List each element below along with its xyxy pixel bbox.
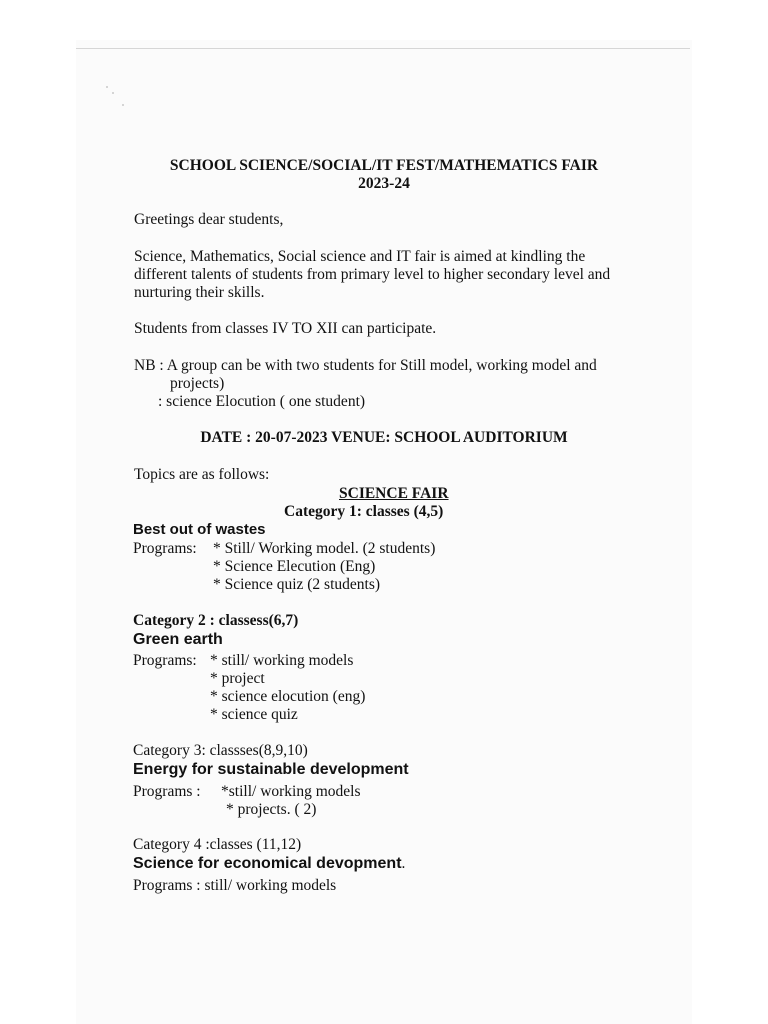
category-theme: Energy for sustainable development xyxy=(133,761,409,778)
category-theme: Green earth xyxy=(133,631,223,648)
programs-label: Programs: xyxy=(133,540,197,557)
scan-speck xyxy=(122,104,124,106)
program-item: * still/ working models xyxy=(210,652,354,669)
document-year: 2023-24 xyxy=(358,175,410,192)
program-item: * projects. ( 2) xyxy=(226,801,317,818)
program-item: * project xyxy=(210,670,265,687)
category-label: Category 4 :classes (11,12) xyxy=(133,836,302,853)
program-item: * science quiz xyxy=(210,706,298,723)
section-title: SCIENCE FAIR xyxy=(339,485,449,502)
intro-line: different talents of students from primary level to higher secondary level and xyxy=(134,266,611,283)
topics-intro: Topics are as follows: xyxy=(134,466,270,483)
programs-label: Programs: xyxy=(133,652,197,669)
category-theme-line xyxy=(133,855,405,873)
programs-label: Programs : still/ working models xyxy=(133,877,337,894)
greeting: Greetings dear students, xyxy=(134,211,284,228)
eligibility-note: Students from classes IV TO XII can participate. xyxy=(134,320,437,337)
category-theme: Best out of wastes xyxy=(133,521,266,538)
programs-label: Programs : xyxy=(133,783,201,800)
program-item: * Still/ Working model. (2 students) xyxy=(213,540,436,557)
category-label: Category 3: classses(8,9,10) xyxy=(133,742,308,759)
scan-speck xyxy=(112,92,114,94)
document-title: SCHOOL SCIENCE/SOCIAL/IT FEST/MATHEMATICS FAIR xyxy=(169,157,599,174)
program-item: *still/ working models xyxy=(221,783,361,800)
program-item: * Science Elecution (Eng) xyxy=(213,558,376,575)
nb-line: projects) xyxy=(170,375,225,392)
category-theme-period: . xyxy=(401,855,406,872)
nb-line: : science Elocution ( one student) xyxy=(158,393,366,410)
category-label: Category 1: classes (4,5) xyxy=(284,503,444,520)
program-item: * Science quiz (2 students) xyxy=(213,576,381,593)
program-item: * science elocution (eng) xyxy=(210,688,366,705)
scan-top-edge xyxy=(76,48,690,49)
category-theme: Science for economical devopment xyxy=(133,855,402,872)
intro-line: nurturing their skills. xyxy=(134,284,265,301)
scan-speck xyxy=(106,86,108,88)
date-venue: DATE : 20-07-2023 VENUE: SCHOOL AUDITORIUM xyxy=(200,429,568,446)
nb-line: NB : A group can be with two students for Still model, working model and xyxy=(134,357,597,374)
intro-line: Science, Mathematics, Social science and IT fair is aimed at kindling the xyxy=(134,248,586,265)
category-label: Category 2 : classess(6,7) xyxy=(133,612,299,629)
